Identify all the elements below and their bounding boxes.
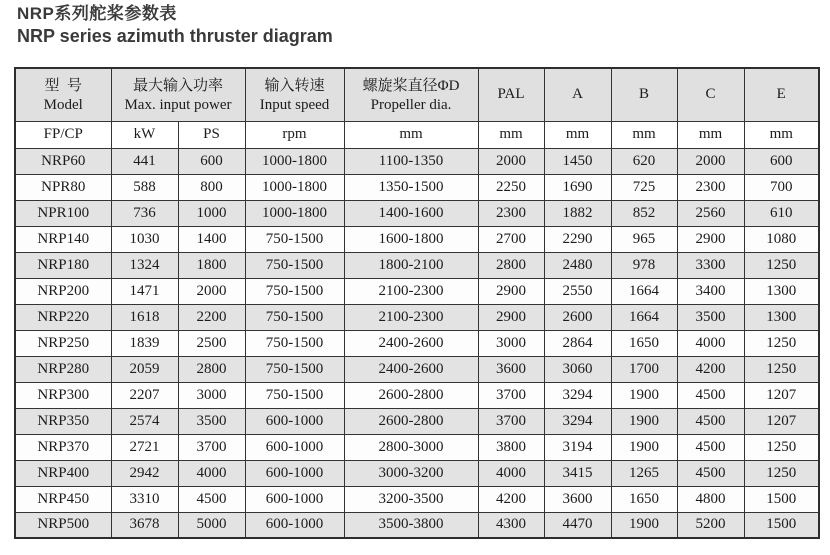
cell-a: 2480 — [544, 252, 611, 278]
cell-b: 965 — [611, 226, 677, 252]
cell-ps: 2500 — [178, 330, 245, 356]
cell-model: NPR80 — [15, 174, 111, 200]
cell-c: 4200 — [677, 356, 744, 382]
header-a: A — [544, 68, 611, 121]
cell-ps: 2800 — [178, 356, 245, 382]
cell-c: 5200 — [677, 512, 744, 538]
cell-pal: 4000 — [478, 460, 544, 486]
cell-c: 4500 — [677, 408, 744, 434]
cell-e: 1207 — [744, 382, 819, 408]
cell-rpm: 600-1000 — [245, 512, 344, 538]
cell-c: 4500 — [677, 382, 744, 408]
cell-kw: 2942 — [111, 460, 178, 486]
table-row — [15, 434, 819, 460]
unit-propeller-mm: mm — [344, 121, 478, 148]
cell-e: 700 — [744, 174, 819, 200]
cell-pal: 3700 — [478, 382, 544, 408]
cell-pal: 2900 — [478, 278, 544, 304]
cell-propeller-dia: 2800-3000 — [344, 434, 478, 460]
cell-propeller-dia: 3000-3200 — [344, 460, 478, 486]
cell-pal: 3000 — [478, 330, 544, 356]
unit-kw: kW — [111, 121, 178, 148]
cell-ps: 800 — [178, 174, 245, 200]
cell-propeller-dia: 1600-1800 — [344, 226, 478, 252]
table-row — [15, 330, 819, 356]
cell-e: 1250 — [744, 460, 819, 486]
cell-e: 600 — [744, 148, 819, 174]
cell-pal: 2300 — [478, 200, 544, 226]
unit-a-mm: mm — [544, 121, 611, 148]
cell-kw: 441 — [111, 148, 178, 174]
header-model-zh: 型 号 — [44, 77, 82, 94]
cell-b: 1900 — [611, 512, 677, 538]
cell-propeller-dia: 3500-3800 — [344, 512, 478, 538]
page-title — [0, 0, 830, 48]
cell-kw: 1471 — [111, 278, 178, 304]
cell-e: 1250 — [744, 330, 819, 356]
cell-model: NPR100 — [15, 200, 111, 226]
unit-model: FP/CP — [15, 121, 111, 148]
cell-rpm: 750-1500 — [245, 252, 344, 278]
cell-model: NRP60 — [15, 148, 111, 174]
cell-b: 1265 — [611, 460, 677, 486]
cell-model: NRP180 — [15, 252, 111, 278]
cell-c: 3400 — [677, 278, 744, 304]
table-row — [15, 356, 819, 382]
cell-c: 4800 — [677, 486, 744, 512]
table-row — [15, 304, 819, 330]
cell-propeller-dia: 2600-2800 — [344, 382, 478, 408]
cell-ps: 1800 — [178, 252, 245, 278]
cell-b: 1664 — [611, 278, 677, 304]
header-propeller-dia — [344, 68, 478, 121]
cell-kw: 2059 — [111, 356, 178, 382]
cell-pal: 2700 — [478, 226, 544, 252]
page-title-english: NRP series azimuth thruster diagram — [17, 26, 333, 46]
cell-a: 3294 — [544, 408, 611, 434]
cell-e: 1250 — [744, 434, 819, 460]
cell-kw: 3310 — [111, 486, 178, 512]
cell-model: NRP200 — [15, 278, 111, 304]
cell-c: 4500 — [677, 434, 744, 460]
cell-b: 1900 — [611, 434, 677, 460]
cell-e: 1300 — [744, 304, 819, 330]
cell-model: NRP500 — [15, 512, 111, 538]
cell-model: NRP400 — [15, 460, 111, 486]
cell-rpm: 750-1500 — [245, 278, 344, 304]
cell-pal: 2250 — [478, 174, 544, 200]
cell-e: 1207 — [744, 408, 819, 434]
cell-rpm: 750-1500 — [245, 382, 344, 408]
cell-pal: 3600 — [478, 356, 544, 382]
cell-ps: 2200 — [178, 304, 245, 330]
cell-ps: 3000 — [178, 382, 245, 408]
table-row — [15, 174, 819, 200]
cell-ps: 2000 — [178, 278, 245, 304]
cell-a: 1882 — [544, 200, 611, 226]
header-row — [15, 68, 819, 121]
table-row — [15, 486, 819, 512]
header-max-input-power-en: Max. input power — [124, 96, 232, 113]
cell-ps: 5000 — [178, 512, 245, 538]
header-max-input-power-zh: 最大输入功率 — [133, 77, 224, 94]
cell-kw: 588 — [111, 174, 178, 200]
cell-e: 1300 — [744, 278, 819, 304]
cell-a: 3060 — [544, 356, 611, 382]
cell-rpm: 750-1500 — [245, 304, 344, 330]
cell-propeller-dia: 1100-1350 — [344, 148, 478, 174]
cell-e: 1500 — [744, 486, 819, 512]
cell-rpm: 750-1500 — [245, 356, 344, 382]
cell-model: NRP300 — [15, 382, 111, 408]
table-body — [15, 148, 819, 538]
header-c: C — [677, 68, 744, 121]
cell-model: NRP250 — [15, 330, 111, 356]
cell-c: 2560 — [677, 200, 744, 226]
cell-a: 2550 — [544, 278, 611, 304]
table-row — [15, 200, 819, 226]
cell-propeller-dia: 2600-2800 — [344, 408, 478, 434]
cell-ps: 3500 — [178, 408, 245, 434]
cell-pal: 3800 — [478, 434, 544, 460]
table-row — [15, 460, 819, 486]
cell-c: 2000 — [677, 148, 744, 174]
unit-rpm: rpm — [245, 121, 344, 148]
cell-rpm: 1000-1800 — [245, 174, 344, 200]
cell-kw: 3678 — [111, 512, 178, 538]
cell-a: 1690 — [544, 174, 611, 200]
cell-propeller-dia: 2400-2600 — [344, 356, 478, 382]
cell-ps: 4000 — [178, 460, 245, 486]
header-b: B — [611, 68, 677, 121]
table-row — [15, 512, 819, 538]
cell-rpm: 600-1000 — [245, 434, 344, 460]
cell-model: NRP370 — [15, 434, 111, 460]
cell-c: 3500 — [677, 304, 744, 330]
cell-e: 1250 — [744, 356, 819, 382]
cell-pal: 4300 — [478, 512, 544, 538]
cell-propeller-dia: 3200-3500 — [344, 486, 478, 512]
cell-ps: 1400 — [178, 226, 245, 252]
cell-rpm: 600-1000 — [245, 408, 344, 434]
cell-b: 978 — [611, 252, 677, 278]
unit-ps: PS — [178, 121, 245, 148]
cell-kw: 736 — [111, 200, 178, 226]
cell-b: 620 — [611, 148, 677, 174]
header-input-speed-zh: 输入转速 — [264, 77, 325, 94]
unit-b-mm: mm — [611, 121, 677, 148]
header-e: E — [744, 68, 819, 121]
header-input-speed — [245, 68, 344, 121]
thruster-parameter-table — [14, 67, 820, 539]
cell-kw: 2207 — [111, 382, 178, 408]
header-pal: PAL — [478, 68, 544, 121]
cell-ps: 3700 — [178, 434, 245, 460]
cell-propeller-dia: 2100-2300 — [344, 304, 478, 330]
table-row — [15, 226, 819, 252]
cell-b: 725 — [611, 174, 677, 200]
cell-kw: 1030 — [111, 226, 178, 252]
cell-pal: 2800 — [478, 252, 544, 278]
cell-ps: 1000 — [178, 200, 245, 226]
cell-e: 1500 — [744, 512, 819, 538]
cell-a: 3600 — [544, 486, 611, 512]
header-propeller-dia-zh: 螺旋桨直径ΦD — [362, 77, 460, 94]
cell-a: 3415 — [544, 460, 611, 486]
cell-propeller-dia: 2100-2300 — [344, 278, 478, 304]
cell-pal: 3700 — [478, 408, 544, 434]
cell-c: 4000 — [677, 330, 744, 356]
cell-model: NRP280 — [15, 356, 111, 382]
table-row — [15, 408, 819, 434]
cell-ps: 4500 — [178, 486, 245, 512]
header-input-speed-en: Input speed — [259, 96, 330, 113]
cell-model: NRP450 — [15, 486, 111, 512]
cell-c: 2900 — [677, 226, 744, 252]
cell-a: 3194 — [544, 434, 611, 460]
cell-rpm: 1000-1800 — [245, 200, 344, 226]
cell-propeller-dia: 2400-2600 — [344, 330, 478, 356]
cell-rpm: 600-1000 — [245, 486, 344, 512]
cell-b: 1900 — [611, 408, 677, 434]
cell-b: 1650 — [611, 486, 677, 512]
header-max-input-power — [111, 68, 245, 121]
cell-pal: 2000 — [478, 148, 544, 174]
cell-a: 2290 — [544, 226, 611, 252]
cell-c: 4500 — [677, 460, 744, 486]
cell-b: 1664 — [611, 304, 677, 330]
cell-propeller-dia: 1800-2100 — [344, 252, 478, 278]
cell-kw: 1324 — [111, 252, 178, 278]
table-row — [15, 278, 819, 304]
cell-kw: 2574 — [111, 408, 178, 434]
units-row — [15, 121, 819, 148]
cell-b: 1650 — [611, 330, 677, 356]
cell-rpm: 1000-1800 — [245, 148, 344, 174]
cell-model: NRP220 — [15, 304, 111, 330]
cell-kw: 2721 — [111, 434, 178, 460]
cell-e: 1250 — [744, 252, 819, 278]
table-row — [15, 382, 819, 408]
page-title-chinese: NRP系列舵桨参数表 — [17, 4, 177, 23]
cell-model: NRP350 — [15, 408, 111, 434]
cell-rpm: 750-1500 — [245, 330, 344, 356]
header-model — [15, 68, 111, 121]
unit-pal-mm: mm — [478, 121, 544, 148]
cell-e: 1080 — [744, 226, 819, 252]
cell-kw: 1839 — [111, 330, 178, 356]
table-row — [15, 252, 819, 278]
cell-a: 1450 — [544, 148, 611, 174]
cell-a: 2600 — [544, 304, 611, 330]
header-model-en: Model — [43, 96, 83, 113]
cell-c: 2300 — [677, 174, 744, 200]
cell-a: 4470 — [544, 512, 611, 538]
cell-a: 3294 — [544, 382, 611, 408]
cell-rpm: 750-1500 — [245, 226, 344, 252]
unit-e-mm: mm — [744, 121, 819, 148]
cell-rpm: 600-1000 — [245, 460, 344, 486]
cell-pal: 4200 — [478, 486, 544, 512]
table-row — [15, 148, 819, 174]
header-propeller-dia-en: Propeller dia. — [370, 96, 452, 113]
cell-propeller-dia: 1350-1500 — [344, 174, 478, 200]
cell-propeller-dia: 1400-1600 — [344, 200, 478, 226]
cell-ps: 600 — [178, 148, 245, 174]
cell-model: NRP140 — [15, 226, 111, 252]
cell-kw: 1618 — [111, 304, 178, 330]
unit-c-mm: mm — [677, 121, 744, 148]
cell-b: 1900 — [611, 382, 677, 408]
cell-a: 2864 — [544, 330, 611, 356]
cell-pal: 2900 — [478, 304, 544, 330]
cell-b: 852 — [611, 200, 677, 226]
cell-c: 3300 — [677, 252, 744, 278]
cell-b: 1700 — [611, 356, 677, 382]
cell-e: 610 — [744, 200, 819, 226]
